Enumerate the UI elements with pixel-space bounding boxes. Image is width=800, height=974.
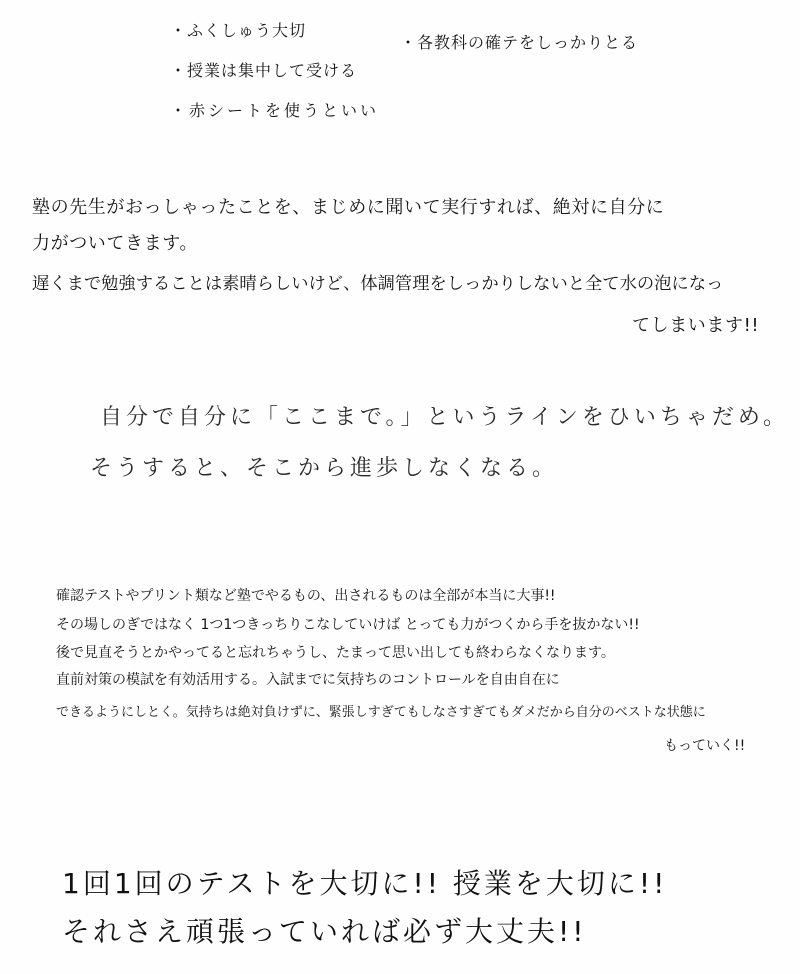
paragraph-line: 後で見直そうとかやってると忘れちゃうし、たまって思い出しても終わらなくなります。 xyxy=(56,645,615,661)
motivation-line: 自分で自分に「ここまで。」というラインをひいちゃだめ。 xyxy=(100,405,790,430)
paragraph-line: てしまいます!! xyxy=(632,315,760,336)
tip-item: ・授業は集中して受ける xyxy=(170,61,358,80)
paragraph-line: もっていく!! xyxy=(664,738,746,754)
paragraph-line: 遅くまで勉強することは素晴らしいけど、体調管理をしっかりしないと全て水の泡になっ xyxy=(32,274,724,294)
paragraph-line: 直前対策の模試を有効活用する。入試までに気持ちのコントロールを自由自在に xyxy=(56,672,560,688)
closing-line: それさえ頑張っていれば必ず大丈夫!! xyxy=(62,915,587,948)
closing-line: 1回1回のテストを大切に!! 授業を大切に!! xyxy=(62,867,668,900)
paragraph-line: 力がついてきます。 xyxy=(32,233,198,254)
tip-item-right: ・各教科の確テをしっかりとる xyxy=(400,33,639,52)
tip-item: ・赤シートを使うといい xyxy=(170,101,380,120)
paragraph-line: 塾の先生がおっしゃったことを、まじめに聞いて実行すれば、絶対に自分に xyxy=(32,197,665,218)
tip-item: ・ふくしゅう大切 xyxy=(170,21,307,40)
paragraph-line: できるようにしとく。気持ちは絶対負けずに、緊張しすぎてもしなさすぎてもダメだから自分のベストな状態に xyxy=(56,705,706,720)
paragraph-line: 確認テストやプリント類など塾でやるもの、出されるものは全部が本当に大事!! xyxy=(56,588,556,604)
paragraph-line: その場しのぎではなく 1つ1つきっちりこなしていけば とっても力がつくから手を抜かない!! xyxy=(56,617,640,633)
motivation-line: そうすると、そこから進歩しなくなる。 xyxy=(90,456,559,481)
